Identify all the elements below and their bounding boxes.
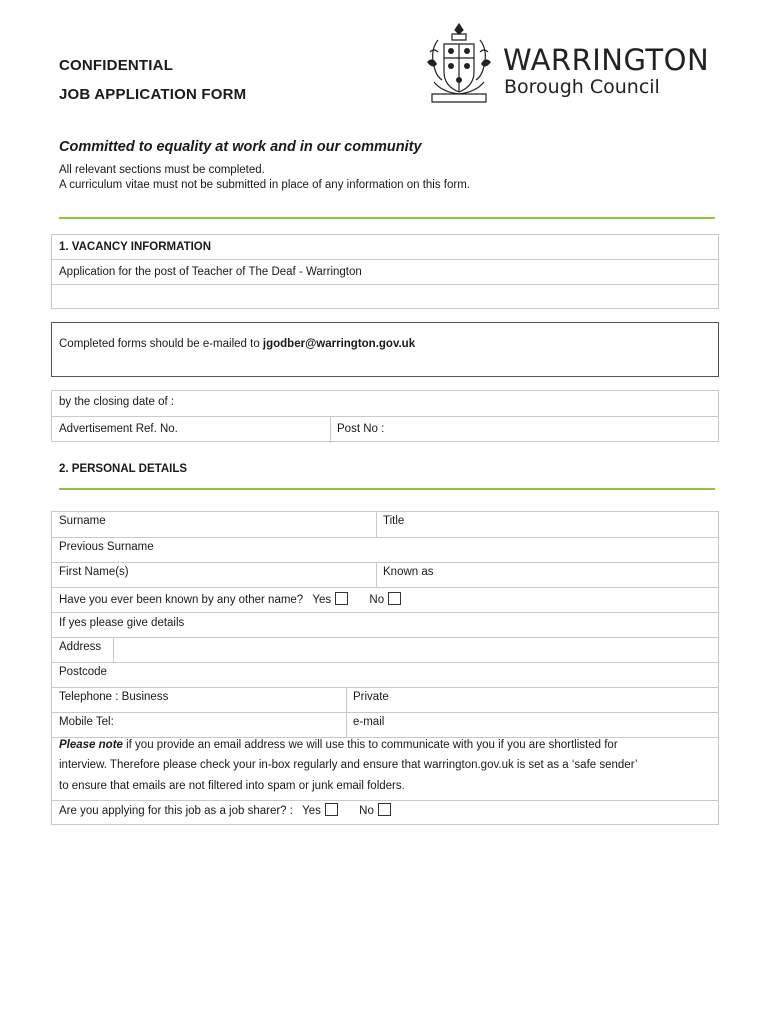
advert-row — [52, 416, 718, 442]
known-as-label: Known as — [383, 566, 434, 578]
postcode-row[interactable] — [52, 662, 718, 687]
other-name-question — [59, 592, 401, 606]
telephone-row[interactable] — [52, 687, 718, 712]
job-share-no-label: No — [359, 805, 374, 817]
coat-of-arms-icon — [424, 22, 494, 108]
address-row[interactable] — [52, 637, 718, 662]
job-share-question-text: Are you applying for this job as a job sharer? : — [59, 805, 293, 817]
job-share-question — [59, 803, 391, 817]
job-share-row — [52, 800, 718, 825]
email-note-text-1: if you provide an email address we will use this to communicate with you if you are shortlisted for — [122, 739, 618, 751]
advert-ref-label: Advertisement Ref. No. — [59, 423, 178, 435]
other-name-details-label: If yes please give details — [59, 617, 185, 629]
closing-table — [51, 390, 719, 442]
job-share-no-checkbox[interactable] — [378, 803, 391, 816]
closing-date-label: by the closing date of : — [59, 396, 175, 408]
previous-surname-label: Previous Surname — [59, 541, 154, 553]
email-instruction — [59, 338, 415, 350]
cell-divider — [330, 417, 331, 443]
surname-label: Surname — [59, 515, 106, 527]
email-prefix: Completed forms should be e-mailed to — [59, 338, 263, 350]
other-name-question-text: Have you ever been known by any other name? — [59, 594, 304, 606]
vacancy-heading: 1. VACANCY INFORMATION — [59, 241, 212, 253]
cell-divider — [376, 563, 377, 588]
other-name-yes-checkbox[interactable] — [335, 592, 348, 605]
job-share-yes-label: Yes — [302, 805, 321, 817]
email-instruction-box — [51, 322, 719, 377]
form-title: JOB APPLICATION FORM — [59, 86, 247, 103]
logo-main-text: WARRINGTON — [503, 43, 710, 77]
please-note-label: Please note — [59, 739, 123, 751]
cv-note: A curriculum vitae must not be submitted in place of any information on this form. — [59, 179, 470, 191]
other-name-yes-label: Yes — [312, 594, 332, 606]
email-note-row — [52, 737, 718, 800]
personal-details-table — [51, 511, 719, 825]
cell-divider — [376, 512, 377, 537]
email-note-line-3: to ensure that emails are not filtered into spam or junk email folders. — [59, 780, 405, 792]
previous-surname-row[interactable] — [52, 537, 718, 562]
post-label: Application for the post of Teacher of The Deaf - Warrington — [59, 266, 362, 278]
section-divider — [59, 488, 715, 490]
telephone-business-label: Telephone : Business — [59, 691, 169, 703]
first-names-row[interactable] — [52, 562, 718, 587]
other-name-row — [52, 587, 718, 612]
email-note-line-2: interview. Therefore please check your in-box regularly and ensure that warrington.gov.uk is set as a ‘safe sender’ — [59, 759, 638, 771]
submission-email: jgodber@warrington.gov.uk — [262, 338, 416, 350]
mobile-label: Mobile Tel: — [59, 716, 114, 728]
vacancy-table — [51, 234, 719, 309]
cell-divider — [113, 638, 114, 663]
cell-divider — [346, 688, 347, 713]
title-label: Title — [383, 515, 405, 527]
post-row[interactable] — [52, 259, 718, 284]
other-name-no-label: No — [369, 594, 385, 606]
cell-divider — [346, 713, 347, 738]
section-divider — [59, 217, 715, 219]
job-share-yes-checkbox[interactable] — [325, 803, 338, 816]
post-no-label: Post No : — [337, 423, 385, 435]
other-name-details-row[interactable] — [52, 612, 718, 637]
postcode-label: Postcode — [59, 666, 107, 678]
email-note-line-1 — [59, 739, 618, 751]
logo-sub-text: Borough Council — [504, 76, 660, 98]
council-logo — [503, 44, 709, 98]
mobile-email-row[interactable] — [52, 712, 718, 737]
first-names-label: First Name(s) — [59, 566, 129, 578]
address-label: Address — [59, 641, 102, 653]
completion-note: All relevant sections must be completed. — [59, 164, 265, 176]
vacancy-blank-row[interactable] — [52, 284, 718, 309]
equality-tagline: Committed to equality at work and in our community — [59, 139, 422, 155]
telephone-private-label: Private — [353, 691, 389, 703]
form-confidential-label: CONFIDENTIAL — [59, 57, 174, 74]
email-label: e-mail — [353, 716, 385, 728]
other-name-no-checkbox[interactable] — [388, 592, 401, 605]
personal-details-heading: 2. PERSONAL DETAILS — [59, 463, 188, 475]
